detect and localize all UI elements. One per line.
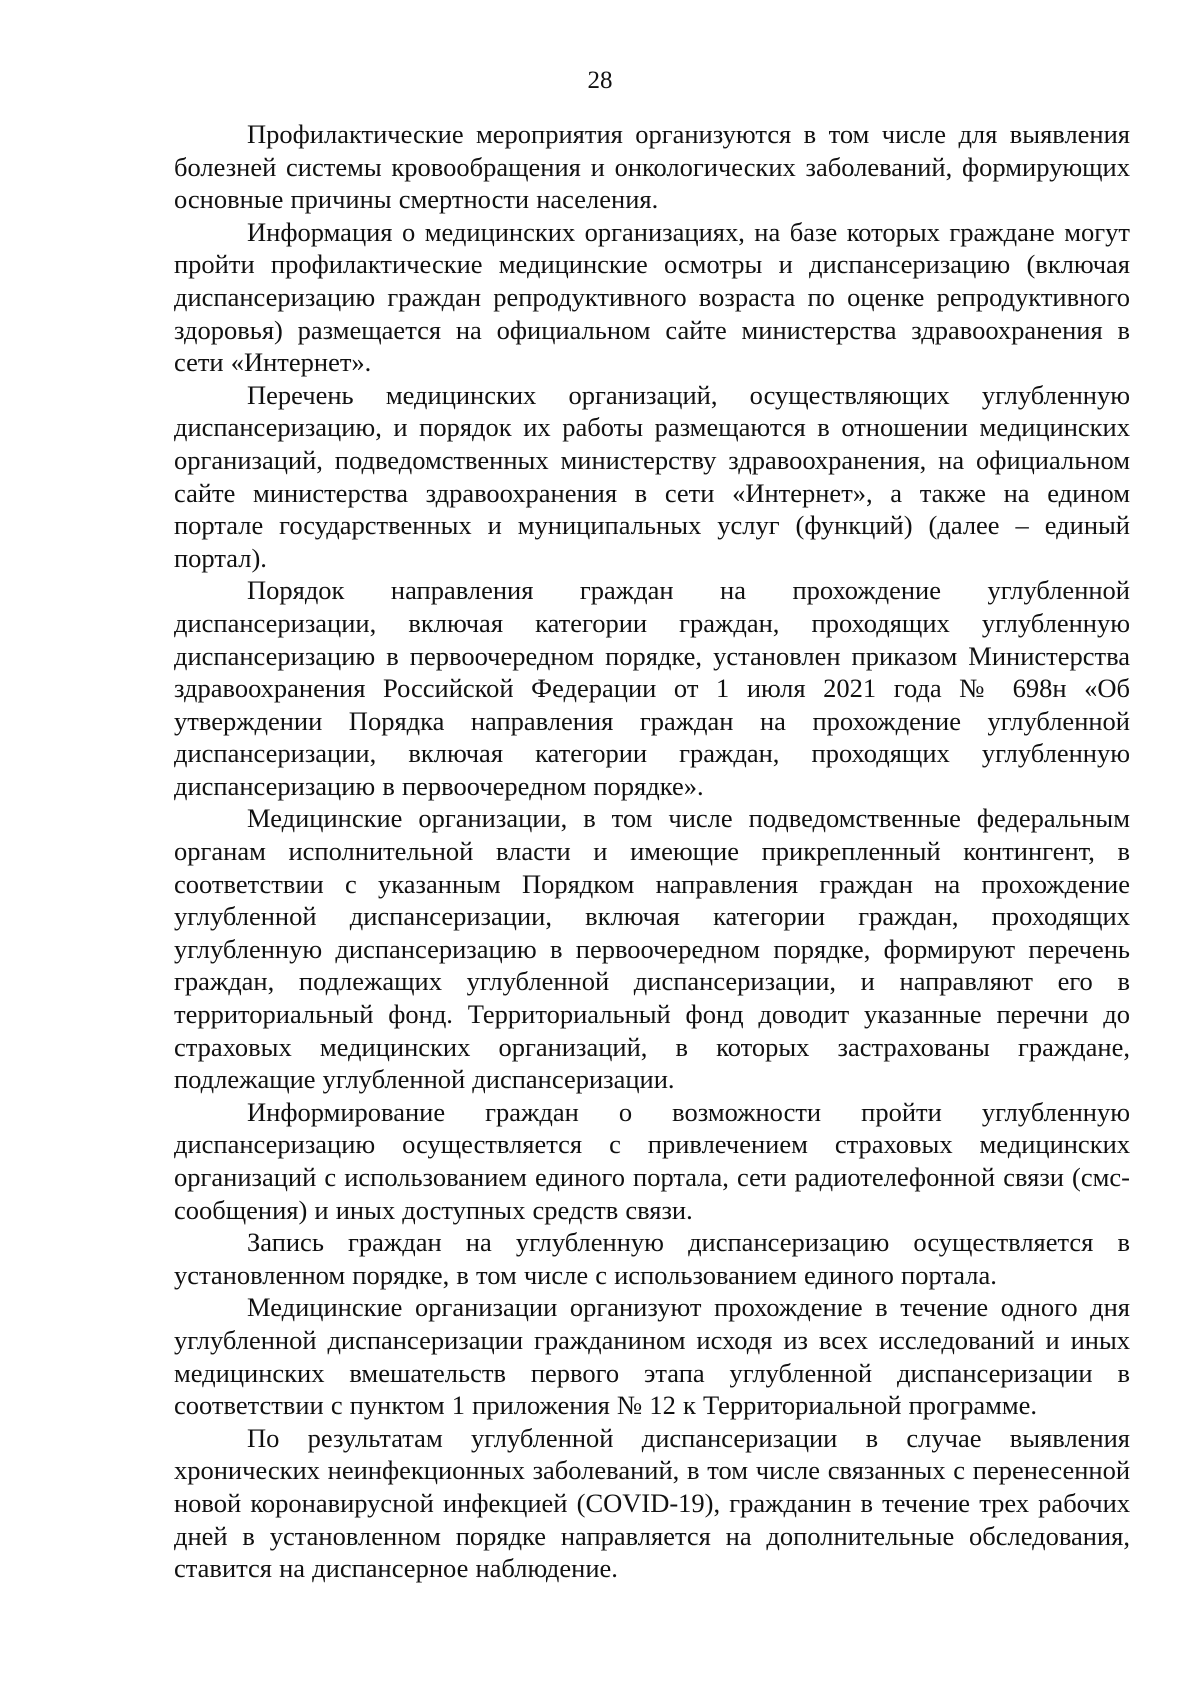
- document-body: [174, 118, 1130, 1585]
- paragraph-3: Перечень медицинских организаций, осуществляющих углубленную диспансеризацию, и порядок их работы размещаются в отношении медицинских организаций, подведомственных министерству здравоохранения, на официальном сайте министерства здравоохранения в сети «Интернет», а также на едином портале государственных и муниципальных услуг (функций) (далее – единый портал).: [174, 379, 1130, 573]
- paragraph-9: По результатам углубленной диспансеризации в случае выявления хронических неинфекционных заболеваний, в том числе связанных с перенесенной новой коронавирусной инфекцией (COVID-19), гражданин в течение трех рабочих дней в установленном порядке направляется на дополнительные обследования, ставится на диспансерное наблюдение.: [174, 1422, 1130, 1584]
- paragraph-8: Медицинские организации организуют прохождение в течение одного дня углубленной диспансеризации гражданином исходя из всех исследований и иных медицинских вмешательств первого этапа углубленной диспансеризации в соответствии с пунктом 1 приложения № 12 к Территориальной программе.: [174, 1292, 1130, 1421]
- paragraph-5: Медицинские организации, в том числе подведомственные федеральным органам исполнительной власти и имеющие прикрепленный контингент, в соответствии с указанным Порядком направления граждан на прохождение углубленной диспансеризации, включая категории граждан, проходящих углубленную диспансеризацию в первоочередном порядке, формируют перечень граждан, подлежащих углубленной диспансеризации, и направляют его в территориальный фонд. Территориальный фонд доводит указанные перечни до страховых медицинских организаций, в которых застрахованы граждане, подлежащие углубленной диспансеризации.: [174, 803, 1130, 1095]
- paragraph-1: Профилактические мероприятия организуются в том числе для выявления болезней системы кровообращения и онкологических заболеваний, формирующих основные причины смертности населения.: [174, 119, 1130, 215]
- page-number: 28: [587, 67, 613, 94]
- paragraph-7: Запись граждан на углубленную диспансеризацию осуществляется в установленном порядке, в том числе с использованием единого портала.: [174, 1227, 1130, 1290]
- paragraph-2: Информация о медицинских организациях, на базе которых граждане могут пройти профилактические медицинские осмотры и диспансеризацию (включая диспансеризацию граждан репродуктивного возраста по оценке репродуктивного здоровья) размещается на официальном сайте министерства здравоохранения в сети «Интернет».: [174, 216, 1130, 378]
- paragraph-4: Порядок направления граждан на прохождение углубленной диспансеризации, включая категории граждан, проходящих углубленную диспансеризацию в первоочередном порядке, установлен приказом Министерства здравоохранения Российской Федерации от 1 июля 2021 года № 698н «Об утверждении Порядка направления граждан на прохождение углубленной диспансеризации, включая категории граждан, проходящих углубленную диспансеризацию в первоочередном порядке».: [174, 575, 1130, 801]
- paragraph-6: Информирование граждан о возможности пройти углубленную диспансеризацию осуществляется с привлечением страховых медицинских организаций с использованием единого портала, сети радиотелефонной связи (смс-сообщения) и иных доступных средств связи.: [174, 1096, 1130, 1225]
